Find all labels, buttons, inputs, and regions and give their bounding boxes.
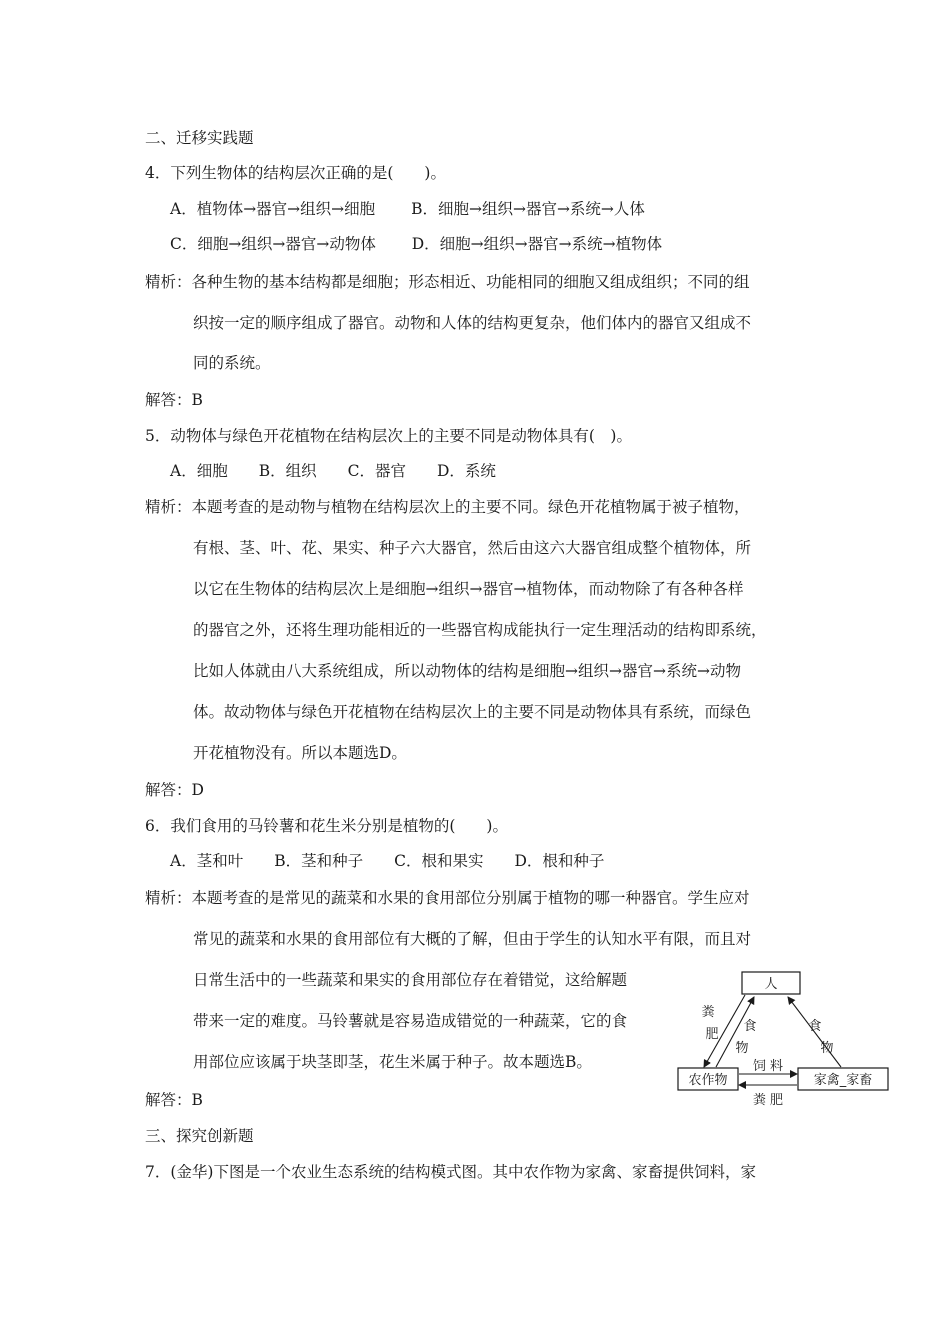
left-food-char-1: 食 [743,1019,757,1034]
question-7-stem: 7．(金华)下图是一个农业生态系统的结构模式图。其中农作物为家禽、家畜提供饲料，家 [145,1163,756,1181]
right-food-char-2: 物 [820,1041,834,1056]
section-heading-transfer-practice: 二、迁移实践题 [145,129,254,147]
question-6-analysis-line: 常见的蔬菜和水果的食用部位有大概的了解，但由于学生的认知水平有限，而且对 [193,930,752,948]
question-5-analysis-line: 以它在生物体的结构层次上是细胞→组织→器官→植物体，而动物除了有各种各样 [193,580,744,598]
person-node [742,972,800,994]
person-label: 人 [764,977,778,992]
livestock-label: 家禽_家畜 [813,1073,873,1088]
question-5-analysis-line: 的器官之外，还将生理功能相近的一些器官构成能执行一定生理活动的结构即系统， [193,621,767,639]
question-5-analysis-line: 精析：本题考查的是动物与植物在结构层次上的主要不同。绿色开花植物属于被子植物， [145,498,750,516]
question-6-answer: 解答：B [145,1091,203,1109]
question-5-answer: 解答：D [145,781,204,799]
question-5-options: A．细胞 B．组织 C．器官 D．系统 [170,462,496,480]
question-4-answer: 解答：B [145,391,203,409]
question-5-analysis-line: 有根、茎、叶、花、果实、种子六大器官，然后由这六大器官组成整个植物体，所 [193,539,752,557]
question-6-analysis-line: 用部位应该属于块茎即茎，花生米属于种子。故本题选B。 [193,1053,592,1071]
question-5-analysis-line: 开花植物没有。所以本题选D。 [193,744,407,762]
question-5-stem: 5．动物体与绿色开花植物在结构层次上的主要不同是动物体具有( )。 [145,427,632,445]
question-4-analysis-line: 织按一定的顺序组成了器官。动物和人体的结构更复杂，他们体内的器官又组成不 [193,314,752,332]
question-6-stem: 6．我们食用的马铃薯和花生米分别是植物的( )。 [145,817,508,835]
question-4-options-row-2: C．细胞→组织→器官→动物体 D．细胞→组织→器官→系统→植物体 [170,235,663,253]
question-4-options-row-1: A．植物体→器官→组织→细胞 B．细胞→组织→器官→系统→人体 [170,200,645,218]
livestock-node [798,1068,888,1090]
left-food-char-2: 物 [735,1041,749,1056]
question-4-analysis-line: 同的系统。 [193,354,271,372]
right-food-char-1: 食 [808,1019,822,1034]
question-6-options: A．茎和叶 B．茎和种子 C．根和果实 D．根和种子 [170,852,605,870]
question-6-analysis-line: 日常生活中的一些蔬菜和果实的食用部位存在着错觉，这给解题 [193,971,628,989]
question-5-analysis-line: 比如人体就由八大系统组成，所以动物体的结构是细胞→组织→器官→系统→动物 [193,662,741,680]
question-4-analysis-line: 精析：各种生物的基本结构都是细胞；形态相近、功能相同的细胞又组成组织；不同的组 [145,273,750,291]
question-6-analysis-line: 精析：本题考查的是常见的蔬菜和水果的食用部位分别属于植物的哪一种器官。学生应对 [145,889,750,907]
left-manure-char-2: 肥 [705,1027,719,1042]
feed-label: 饲 料 [752,1059,784,1074]
manure-label: 粪 肥 [752,1093,784,1108]
question-5-analysis-line: 体。故动物体与绿色开花植物在结构层次上的主要不同是动物体具有系统，而绿色 [193,703,752,721]
left-manure-char-1: 粪 [701,1005,715,1020]
crops-label: 农作物 [688,1073,728,1088]
section-heading-inquiry-innovation: 三、探究创新题 [145,1127,254,1145]
crops-node [678,1068,738,1090]
ecosystem-structure-diagram [676,968,892,1108]
question-4-stem: 4．下列生物体的结构层次正确的是( )。 [145,164,446,182]
question-6-analysis-line: 带来一定的难度。马铃薯就是容易造成错觉的一种蔬菜，它的食 [193,1012,628,1030]
